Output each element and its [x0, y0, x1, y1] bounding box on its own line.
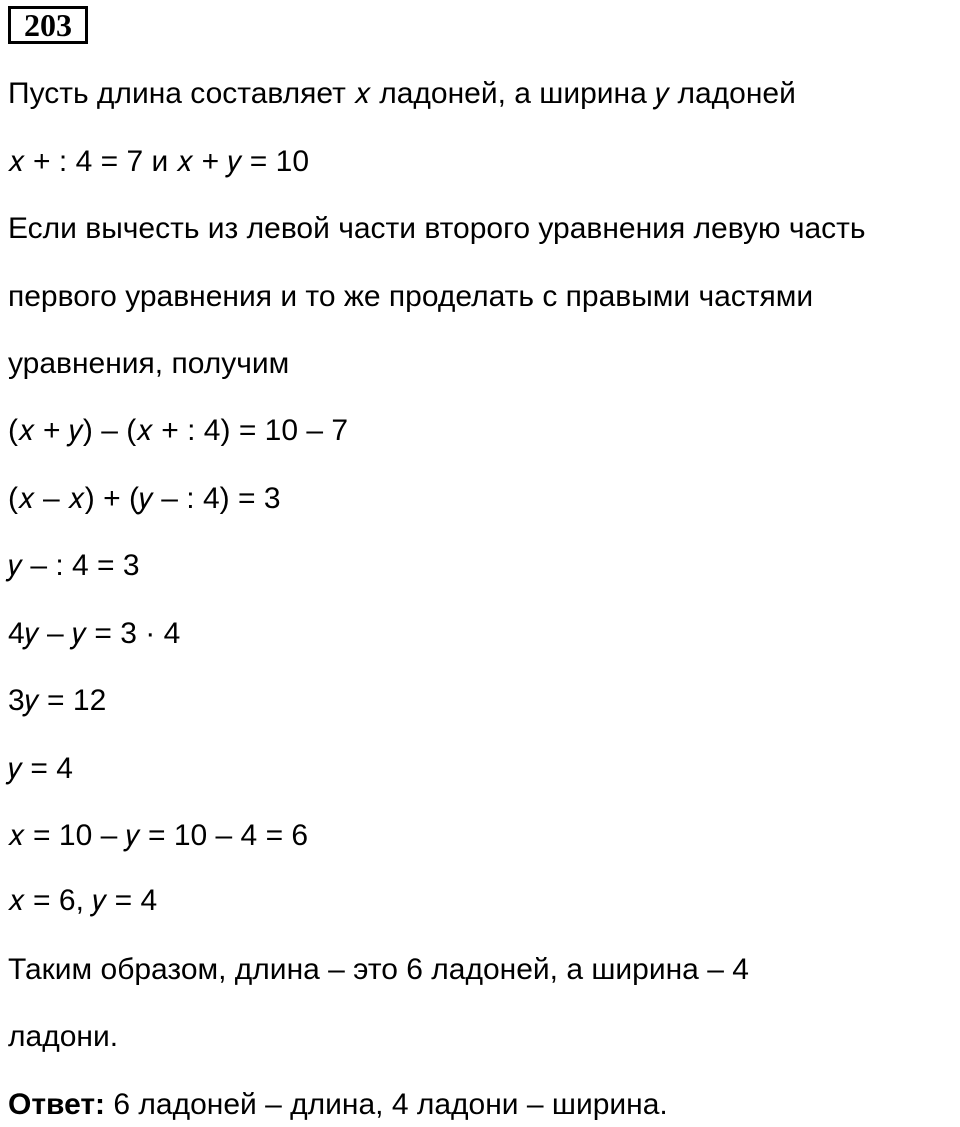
text-line-1: Пусть длина составляет 𝑥 ладоней, а ширина 𝑦 ладоней	[8, 77, 796, 110]
equation-step-1: (𝑥 + 𝑦) – (𝑥 + : 4) = 10 – 7	[8, 414, 349, 447]
equation-result: 𝑥 = 6, 𝑦 = 4	[8, 884, 158, 917]
text-line-3: Если вычесть из левой части второго уравнения левую часть	[8, 212, 866, 245]
problem-number: 203	[24, 7, 72, 43]
equation-step-6: 𝑦 = 4	[8, 752, 73, 785]
answer-line	[8, 1085, 668, 1125]
equation-step-2: (𝑥 – 𝑥) + (𝑦 – : 4) = 3	[8, 482, 281, 515]
equation-step-7: 𝑥 = 10 – 𝑦 = 10 – 4 = 6	[8, 819, 309, 852]
equation-step-3: 𝑦 – : 4 = 3	[8, 549, 140, 582]
answer-label: Ответ:	[8, 1088, 106, 1121]
equation-system: 𝑥 + : 4 = 7 и 𝑥 + 𝑦 = 10	[8, 145, 310, 178]
conclusion-line-1: Таким образом, длина – это 6 ладоней, а ширина – 4	[8, 953, 749, 986]
conclusion-line-2: ладони.	[8, 1020, 119, 1053]
problem-number-box	[8, 6, 88, 44]
equation-step-4: 4𝑦 – 𝑦 = 3 · 4	[8, 617, 181, 650]
text-line-4: первого уравнения и то же проделать с правыми частями	[8, 280, 814, 313]
equation-step-5: 3𝑦 = 12	[8, 684, 107, 717]
text-line-5: уравнения, получим	[8, 347, 290, 380]
answer-text: 6 ладоней – длина, 4 ладони – ширина.	[105, 1088, 668, 1121]
